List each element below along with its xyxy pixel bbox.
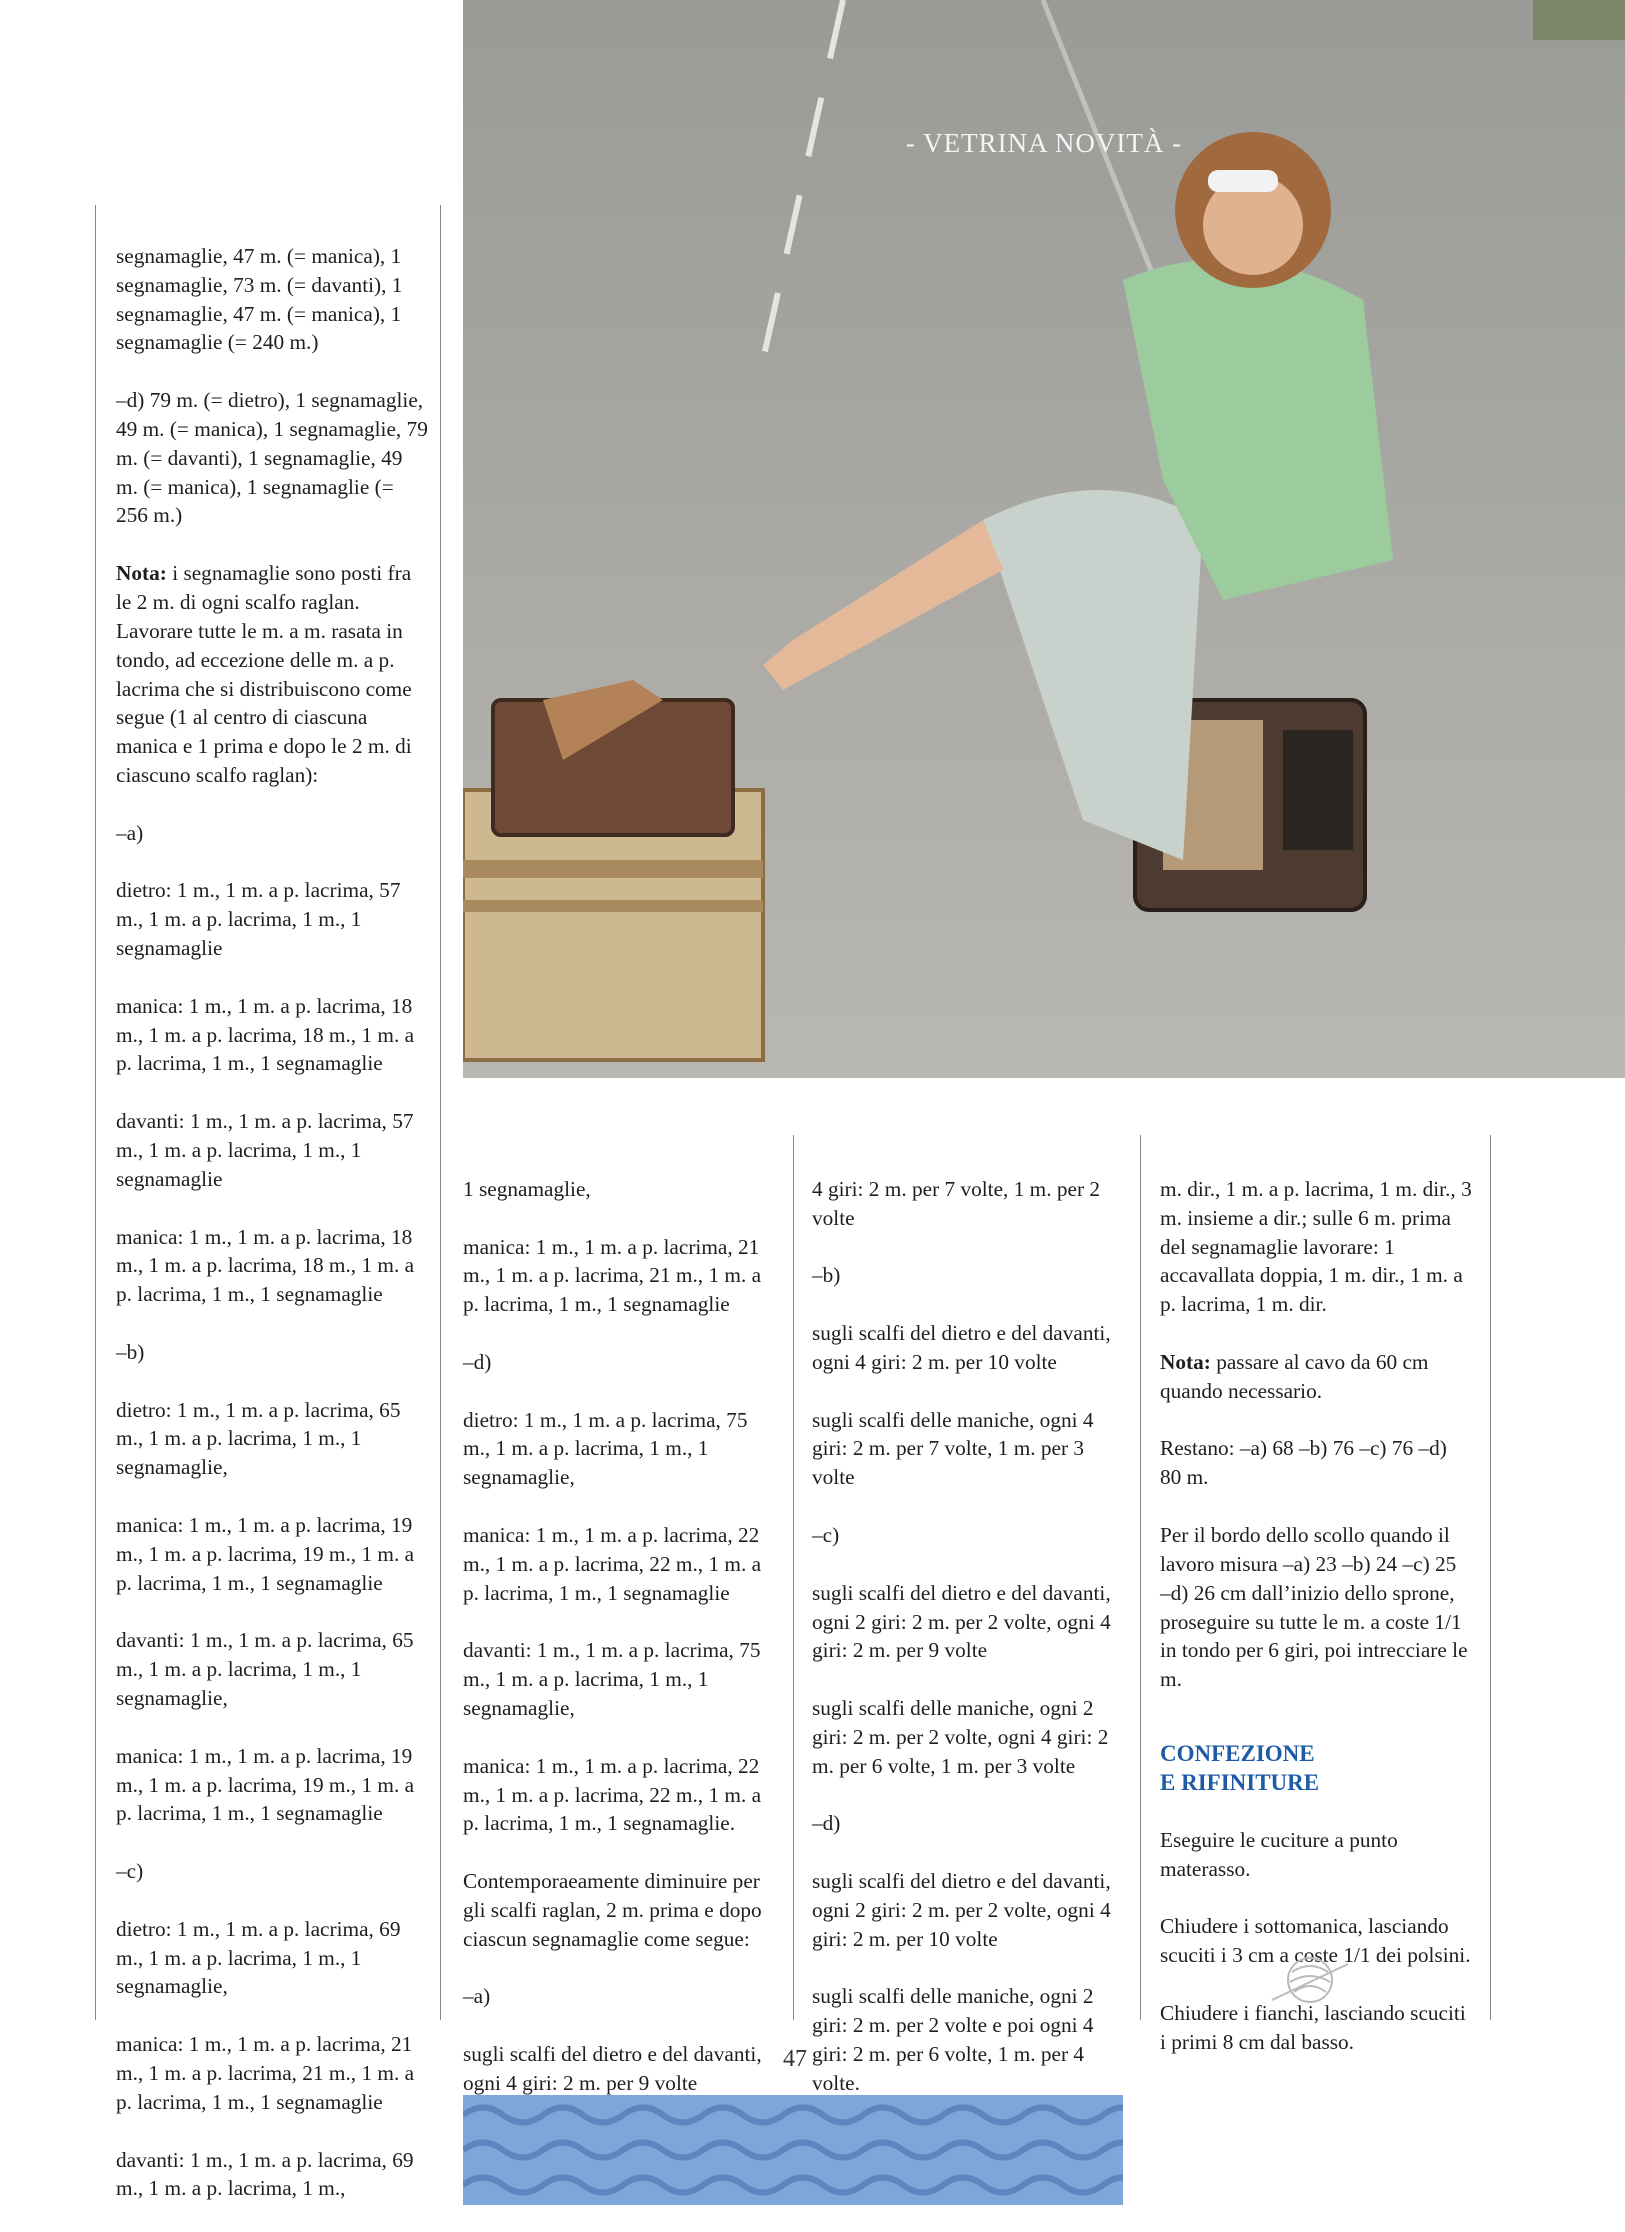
hero-photo — [463, 0, 1625, 1078]
paragraph: –a) — [116, 820, 144, 845]
paragraph: sugli scalfi delle maniche, ogni 2 giri: 2 m. per 2 volte e poi ogni 4 giri: 2 m. per 6 volte, 1 m. per 4 volte. — [812, 1984, 1094, 2095]
nota-label: Nota: — [116, 561, 167, 586]
section-title-line-2: E RIFINITURE — [1160, 1769, 1320, 1795]
paragraph: Contemporaeamente diminuire per gli scalfi raglan, 2 m. prima e dopo ciascun segnamaglie come segue: — [463, 1869, 762, 1951]
paragraph: sugli scalfi delle maniche, ogni 2 giri: 2 m. per 2 volte, ogni 4 giri: 2 m. per 6 volte, 1 m. per 3 volte — [812, 1696, 1109, 1778]
page-number: 47 — [783, 2046, 807, 2072]
nota-text: i segnamaglie sono posti fra le 2 m. di ogni scalfo raglan. Lavorare tutte le m. a m. rasata in tondo, ad eccezione delle m. a p. lacrima che si distribuiscono come segue (1 al centro di ciascuna manica e 1 prima e dopo le 2 m. di ciascuno scalfo raglan): — [116, 561, 412, 788]
paragraph: Chiudere i fianchi, lasciando scuciti i primi 8 cm dal basso. — [1160, 2000, 1466, 2054]
paragraph: 1 segnamaglie, — [463, 1176, 591, 1201]
paragraph: sugli scalfi del dietro e del davanti, ogni 2 giri: 2 m. per 2 volte, ogni 4 giri: 2 m. per 9 volte — [812, 1580, 1111, 1663]
paragraph: davanti: 1 m., 1 m. a p. lacrima, 75 m., 1 m. a p. lacrima, 1 m., 1 segnamaglie, — [463, 1638, 761, 1721]
paragraph: Per il bordo dello scollo quando il lavoro misura –a) 23 –b) 24 –c) 25 –d) 26 cm dall’inizio dello sprone, proseguire su tutte le m. a coste 1/1 in tondo per 6 giri, poi intrecciare le m. — [1160, 1522, 1468, 1692]
text-column-3 — [812, 1146, 1124, 2213]
column-divider — [793, 1135, 794, 2020]
paragraph: manica: 1 m., 1 m. a p. lacrima, 21 m., 1 m. a p. lacrima, 21 m., 1 m. a p. lacrima, 1 m., 1 segnamaglie — [116, 2032, 415, 2114]
paragraph: manica: 1 m., 1 m. a p. lacrima, 18 m., 1 m. a p. lacrima, 18 m., 1 m. a p. lacrima, 1 m., 1 segnamaglie — [116, 1224, 415, 1307]
paragraph: segnamaglie, 47 m. (= manica), 1 segnamaglie, 73 m. (= davanti), 1 segnamaglie, 47 m. (= manica), 1 segnamaglie (= 240 m.) — [116, 243, 403, 355]
paragraph: sugli scalfi del dietro e del davanti, ogni 4 giri: 2 m. per 9 volte — [463, 2042, 762, 2095]
yarn-ball-icon — [1270, 1950, 1350, 2015]
paragraph: Chiudere i sottomanica, lasciando scuciti i 3 cm a coste 1/1 dei polsini. — [1160, 1914, 1471, 1968]
paragraph: manica: 1 m., 1 m. a p. lacrima, 19 m., 1 m. a p. lacrima, 19 m., 1 m. a p. lacrima, 1 m., 1 segnamaglie — [116, 1743, 415, 1826]
text-column-2 — [463, 1146, 775, 2184]
photo-illustration — [463, 0, 1625, 1078]
paragraph: –c) — [116, 1859, 144, 1884]
paragraph: davanti: 1 m., 1 m. a p. lacrima, 65 m., 1 m. a p. lacrima, 1 m., 1 segnamaglie, — [116, 1628, 414, 1711]
paragraph: –b) — [812, 1263, 841, 1288]
section-title — [1160, 1739, 1472, 1797]
nota-paragraph — [116, 559, 428, 790]
text-column-1 — [116, 213, 428, 2232]
paragraph: manica: 1 m., 1 m. a p. lacrima, 22 m., 1 m. a p. lacrima, 22 m., 1 m. a p. lacrima, 1 m., 1 segnamaglie. — [463, 1753, 762, 1836]
paragraph: dietro: 1 m., 1 m. a p. lacrima, 69 m., 1 m. a p. lacrima, 1 m., 1 segnamaglie, — [116, 1916, 401, 1999]
paragraph: 4 giri: 2 m. per 7 volte, 1 m. per 2 volte — [812, 1176, 1101, 1230]
paragraph: Restano: –a) 68 –b) 76 –c) 76 –d) 80 m. — [1160, 1436, 1447, 1490]
section-header: - VETRINA NOVITÀ - — [905, 128, 1183, 158]
paragraph: davanti: 1 m., 1 m. a p. lacrima, 69 m., 1 m. a p. lacrima, 1 m., — [116, 2147, 414, 2201]
paragraph: –d) — [463, 1349, 492, 1374]
column-divider — [95, 205, 96, 2020]
paragraph: sugli scalfi del dietro e del davanti, ogni 4 giri: 2 m. per 10 volte — [812, 1321, 1111, 1374]
paragraph: sugli scalfi delle maniche, ogni 4 giri: 2 m. per 7 volte, 1 m. per 3 volte — [812, 1407, 1094, 1490]
paragraph: –a) — [463, 1984, 491, 2009]
paragraph: –c) — [812, 1522, 840, 1547]
paragraph: sugli scalfi del dietro e del davanti, ogni 2 giri: 2 m. per 2 volte, ogni 4 giri: 2 m. per 10 volte — [812, 1869, 1111, 1951]
paragraph: dietro: 1 m., 1 m. a p. lacrima, 75 m., 1 m. a p. lacrima, 1 m., 1 segnamaglie, — [463, 1407, 748, 1490]
section-title-line-1: CONFEZIONE — [1160, 1740, 1315, 1766]
nota-text: passare al cavo da 60 cm quando necessario. — [1160, 1349, 1429, 1403]
column-divider — [440, 205, 441, 2020]
nota-label: Nota: — [1160, 1349, 1211, 1374]
paragraph: manica: 1 m., 1 m. a p. lacrima, 19 m., 1 m. a p. lacrima, 19 m., 1 m. a p. lacrima, 1 m., 1 segnamaglie — [116, 1512, 415, 1595]
nota-paragraph — [1160, 1348, 1472, 1406]
paragraph: dietro: 1 m., 1 m. a p. lacrima, 65 m., 1 m. a p. lacrima, 1 m., 1 segnamaglie, — [116, 1397, 401, 1480]
text-column-4 — [1160, 1146, 1472, 2085]
paragraph: –b) — [116, 1339, 145, 1364]
column-divider — [1140, 1135, 1141, 2020]
paragraph: –d) 79 m. (= dietro), 1 segnamaglie, 49 m. (= manica), 1 segnamaglie, 79 m. (= davanti), 1 segnamaglie, 49 m. (= manica), 1 segnamaglie (= 256 m.) — [116, 388, 428, 528]
paragraph: manica: 1 m., 1 m. a p. lacrima, 21 m., 1 m. a p. lacrima, 21 m., 1 m. a p. lacrima, 1 m., 1 segnamaglie — [463, 1234, 762, 1317]
knit-swatch-image — [463, 2095, 1123, 2205]
paragraph: manica: 1 m., 1 m. a p. lacrima, 22 m., 1 m. a p. lacrima, 22 m., 1 m. a p. lacrima, 1 m., 1 segnamaglie — [463, 1522, 762, 1605]
column-divider — [1490, 1135, 1491, 2020]
paragraph: m. dir., 1 m. a p. lacrima, 1 m. dir., 3 m. insieme a dir.; sulle 6 m. prima del segnamaglie lavorare: 1 accavallata doppia, 1 m. dir., 1 m. a p. lacrima, 1 m. dir. — [1160, 1176, 1472, 1317]
paragraph: dietro: 1 m., 1 m. a p. lacrima, 57 m., 1 m. a p. lacrima, 1 m., 1 segnamaglie — [116, 878, 401, 961]
paragraph: manica: 1 m., 1 m. a p. lacrima, 18 m., 1 m. a p. lacrima, 18 m., 1 m. a p. lacrima, 1 m., 1 segnamaglie — [116, 993, 415, 1076]
paragraph: Eseguire le cuciture a punto materasso. — [1160, 1827, 1398, 1881]
paragraph: –d) — [812, 1811, 841, 1836]
paragraph: davanti: 1 m., 1 m. a p. lacrima, 57 m., 1 m. a p. lacrima, 1 m., 1 segnamaglie — [116, 1109, 414, 1191]
